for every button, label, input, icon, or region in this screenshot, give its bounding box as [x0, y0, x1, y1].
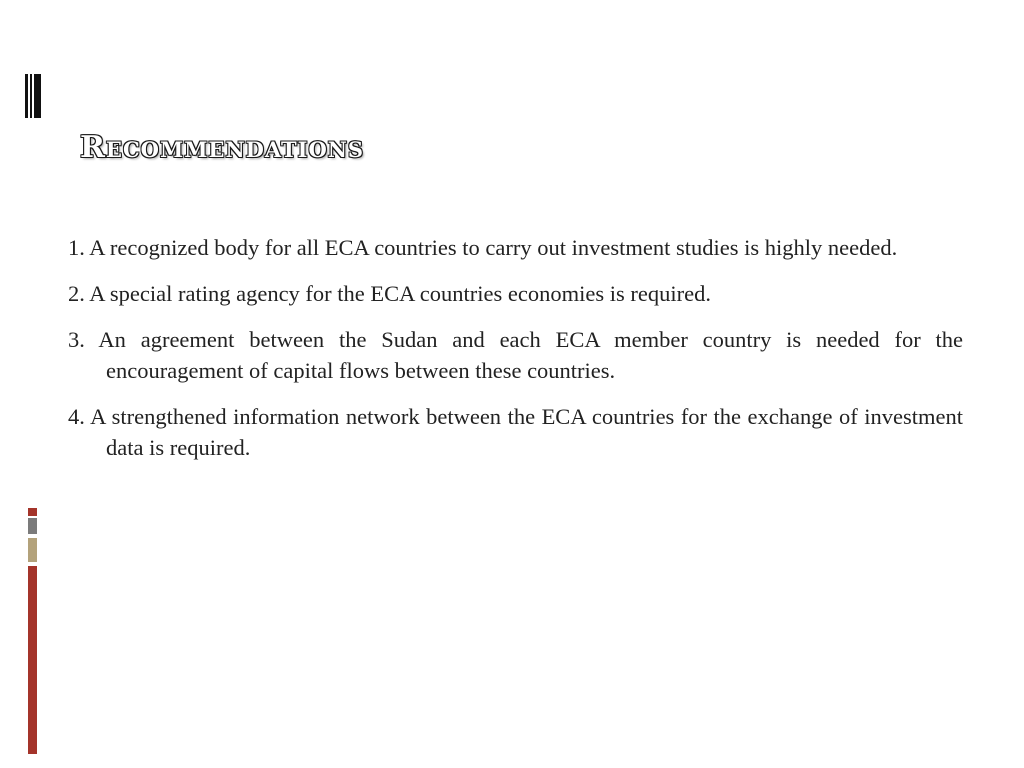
- list-item: 2. A special rating agency for the ECA countries economies is required.: [68, 281, 711, 306]
- corner-stripes-decoration: [25, 74, 41, 118]
- list-item: 4. A strengthened information network between the ECA countries for the exchange of investment data is required.: [68, 404, 963, 460]
- recommendations-list: [68, 232, 963, 478]
- slide-title: Recommendations: [80, 130, 365, 165]
- list-item: 1. A recognized body for all ECA countries to carry out investment studies is highly needed.: [68, 235, 898, 260]
- list-item: 3. An agreement between the Sudan and each ECA member country is needed for the encouragement of capital flows between these countries.: [68, 327, 963, 383]
